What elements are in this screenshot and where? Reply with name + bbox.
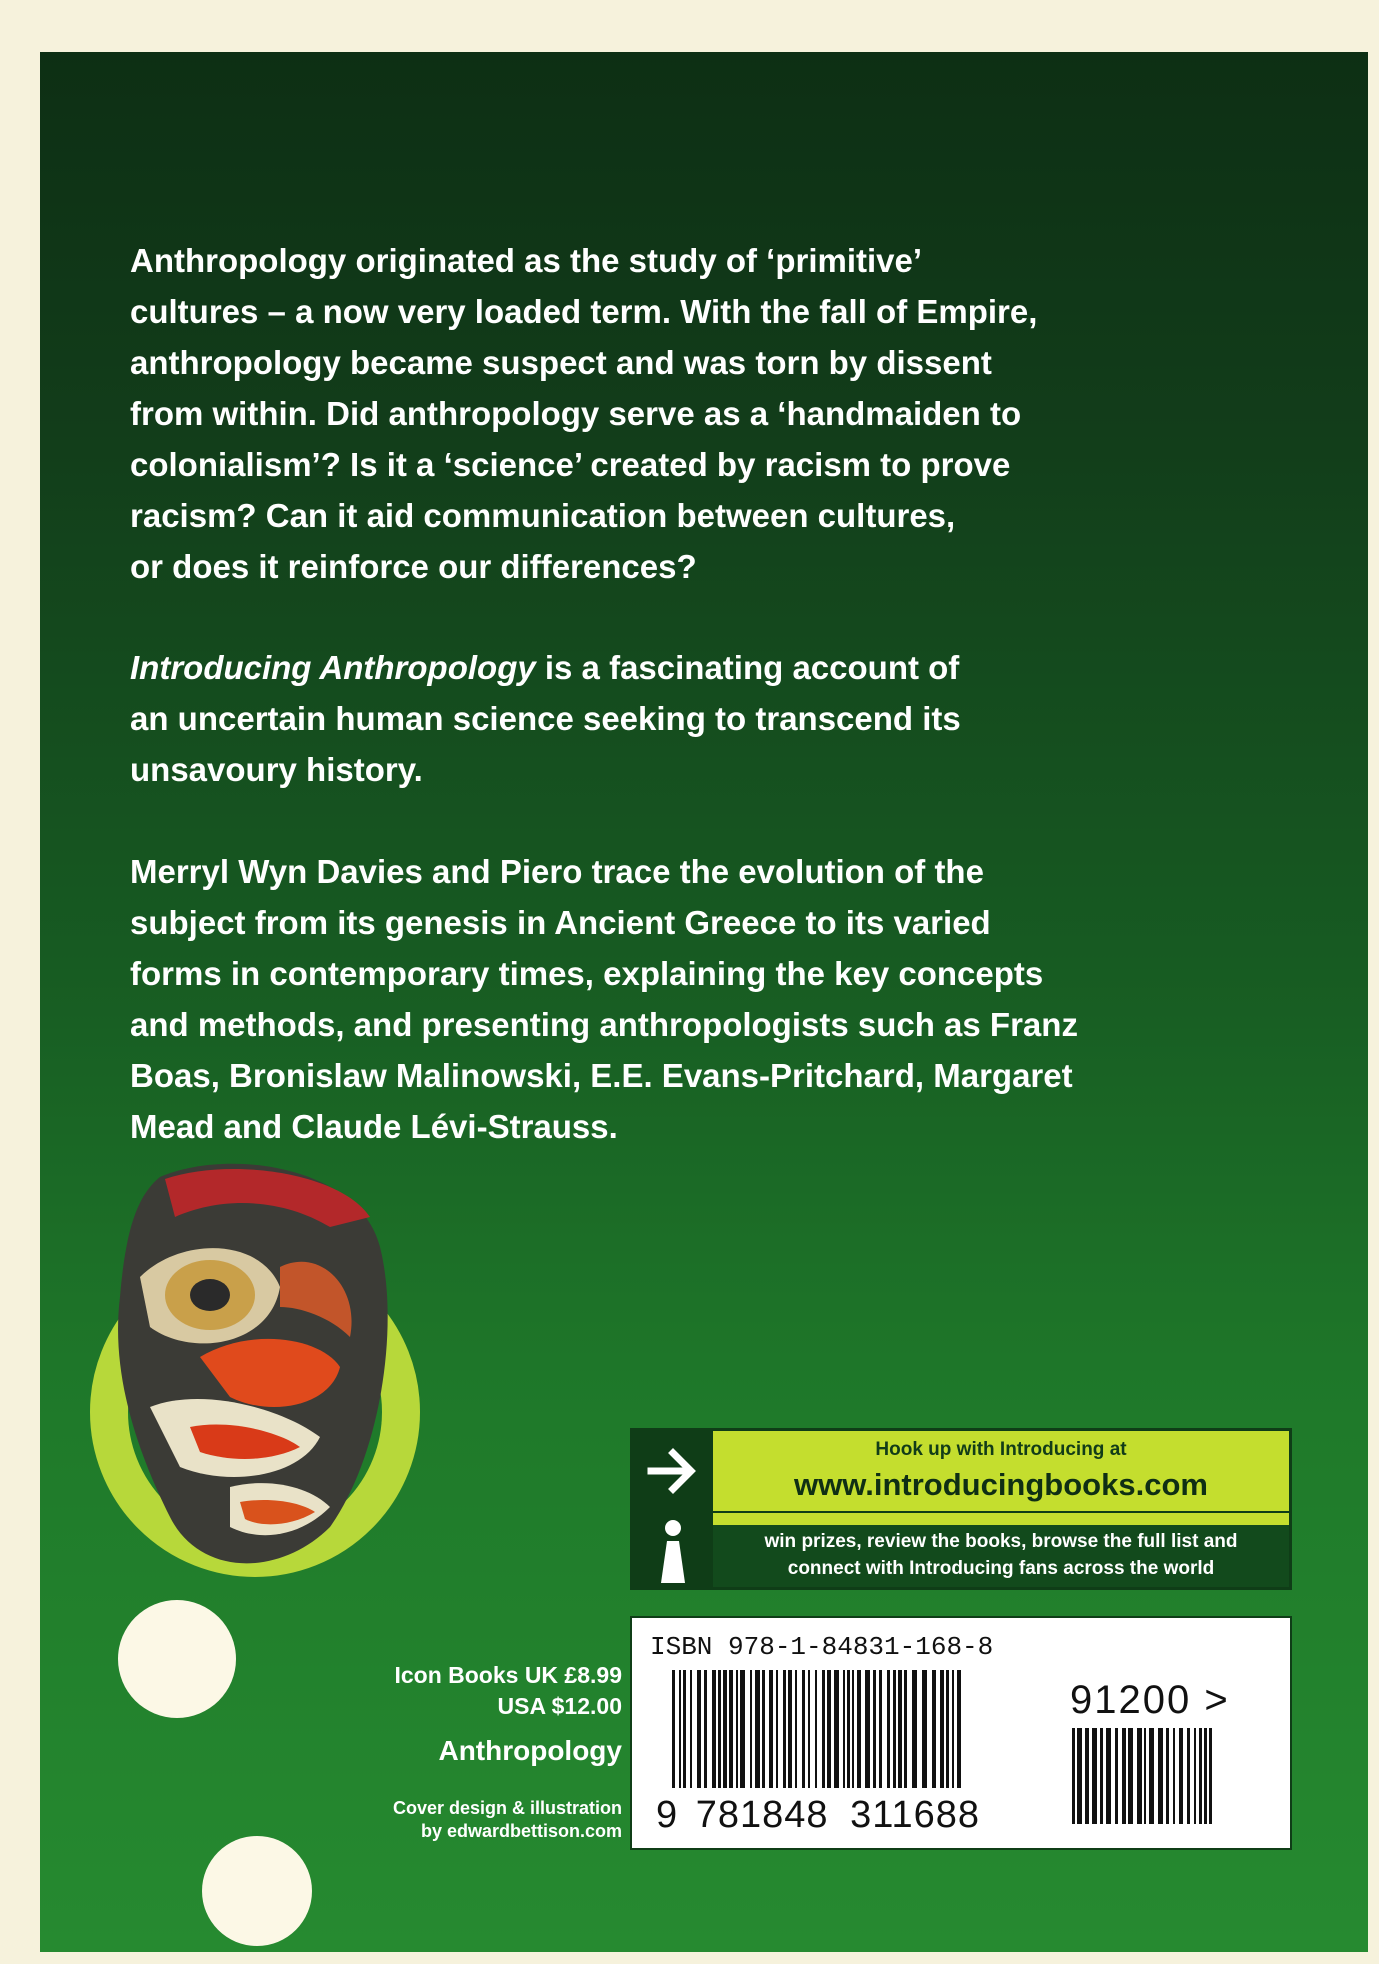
barcode-bar (898, 1670, 902, 1788)
ean-digits (656, 1794, 980, 1837)
price-code-digits: 91200 (1070, 1678, 1192, 1722)
promo-title: Hook up with Introducing at (875, 1439, 1127, 1460)
barcode-bar (1106, 1728, 1111, 1824)
cover-credit-line: by edwardbettison.com (420, 1821, 622, 1841)
barcode-bar (822, 1670, 825, 1788)
barcode-bar (847, 1670, 850, 1788)
totem-mask-icon (80, 1157, 470, 1597)
barcode-bar (1166, 1728, 1169, 1824)
promo-divider (633, 1511, 1289, 1513)
barcode-bar (887, 1670, 890, 1788)
barcode-bar (852, 1670, 854, 1788)
barcode-bar (683, 1670, 686, 1788)
barcode-bar (755, 1670, 760, 1788)
barcode-bar (834, 1670, 839, 1788)
barcode-bar (1149, 1728, 1154, 1824)
barcode-bar (873, 1670, 876, 1788)
blurb-line: colonialism’? Is it a ‘science’ created by racism to prove (130, 446, 1011, 483)
barcode-bar (788, 1670, 792, 1788)
barcode-bar (1128, 1728, 1133, 1824)
blurb-line: and methods, and presenting anthropologists such as Franz (130, 1006, 1078, 1043)
barcode-bar (1100, 1728, 1103, 1824)
ean-barcode (672, 1670, 962, 1800)
blurb-line: anthropology became suspect and was torn by dissent (130, 344, 992, 381)
website-promo-box (630, 1428, 1292, 1590)
barcode-bar (940, 1670, 944, 1788)
barcode-bar (723, 1670, 727, 1788)
barcode-bar (729, 1670, 733, 1788)
barcode-bar (1199, 1728, 1202, 1824)
barcode-bar (922, 1670, 927, 1788)
blurb-line: from within. Did anthropology serve as a ‘handmaiden to (130, 395, 1022, 432)
barcode-bar (1072, 1728, 1075, 1824)
barcode-bar (718, 1670, 721, 1788)
addon-barcode (1072, 1728, 1212, 1828)
blurb-line: Anthropology originated as the study of ‘primitive’ (130, 242, 923, 279)
barcode-bar (1122, 1728, 1126, 1824)
ean-group-right: 311688 (850, 1794, 981, 1836)
barcode-bar (957, 1670, 961, 1788)
cream-dot-decoration (202, 1836, 312, 1946)
barcode-bar (932, 1670, 936, 1788)
barcode-bar (1187, 1728, 1190, 1824)
barcode-bar (1144, 1728, 1146, 1824)
barcode-bar (1077, 1728, 1082, 1824)
barcode-bar (802, 1670, 805, 1788)
barcode-bar (712, 1670, 716, 1788)
barcode-bar (795, 1670, 797, 1788)
barcode-bar (912, 1670, 917, 1788)
barcode-bar (1173, 1728, 1175, 1824)
barcode-bar (736, 1670, 738, 1788)
blurb-line-rest: is a fascinating account of (535, 649, 960, 686)
barcode-bar (679, 1670, 681, 1788)
blurb-line: subject from its genesis in Ancient Greece to its varied (130, 904, 991, 941)
barcode-bar (1115, 1728, 1118, 1824)
blurb-line: Merryl Wyn Davies and Piero trace the evolution of the (130, 853, 984, 890)
barcode-bar (904, 1670, 907, 1788)
blurb-line: unsavoury history. (130, 751, 423, 788)
info-icon (655, 1519, 691, 1585)
barcode-bar (865, 1670, 870, 1788)
cream-dot-decoration (118, 1600, 236, 1718)
arrow-right-icon (643, 1441, 703, 1501)
barcode-bar (769, 1670, 773, 1788)
isbn-number: ISBN 978-1-84831-168-8 (650, 1632, 994, 1662)
blurb-line (130, 642, 1290, 693)
barcode-bar (827, 1670, 831, 1788)
blurb-line: cultures – a now very loaded term. With the fall of Empire, (130, 293, 1038, 330)
barcode-bar (783, 1670, 786, 1788)
barcode-bar (1179, 1728, 1183, 1824)
barcode-panel (630, 1616, 1292, 1850)
price-code (1070, 1678, 1230, 1723)
book-back-cover (40, 52, 1368, 1952)
ean-group-left: 781848 (695, 1794, 829, 1836)
barcode-bar (740, 1670, 745, 1788)
barcode-bar (1085, 1728, 1089, 1824)
blurb-line: or does it reinforce our differences? (130, 548, 697, 585)
barcode-bar (952, 1670, 954, 1788)
book-title-italic: Introducing Anthropology (130, 649, 536, 686)
barcode-bar (1158, 1728, 1163, 1824)
blurb-line: forms in contemporary times, explaining the key concepts (130, 955, 1044, 992)
barcode-bar (1194, 1728, 1196, 1824)
price-us: USA $12.00 (497, 1693, 622, 1719)
barcode-bar (893, 1670, 896, 1788)
ean-first-digit: 9 (656, 1794, 679, 1836)
price-code-arrow: > (1204, 1678, 1230, 1722)
cover-credit-line: Cover design & illustration (392, 1798, 622, 1818)
barcode-bar (762, 1670, 765, 1788)
blurb-paragraph-intro (130, 235, 1290, 592)
barcode-bar (704, 1670, 707, 1788)
mask-illustration (80, 1157, 470, 1597)
blurb-line: racism? Can it aid communication between cultures, (130, 497, 956, 534)
barcode-bar (857, 1670, 861, 1788)
price-uk: Icon Books UK £8.99 (394, 1662, 622, 1688)
barcode-bar (879, 1670, 882, 1788)
barcode-bar (1137, 1728, 1142, 1824)
barcode-bar (946, 1670, 949, 1788)
blurb-line: an uncertain human science seeking to transcend its (130, 700, 961, 737)
barcode-bar (1204, 1728, 1207, 1824)
promo-description (713, 1525, 1289, 1587)
promo-description-line: win prizes, review the books, browse the full list and (764, 1531, 1238, 1552)
barcode-bar (843, 1670, 845, 1788)
blurb-line: Boas, Bronislaw Malinowski, E.E. Evans-Pritchard, Margaret (130, 1057, 1073, 1094)
barcode-bar (808, 1670, 810, 1788)
barcode-bar (1209, 1728, 1212, 1824)
blurb-paragraph-summary (130, 642, 1290, 795)
blurb-paragraph-authors (130, 846, 1290, 1152)
website-link[interactable]: www.introducingbooks.com (794, 1467, 1208, 1502)
barcode-bar (672, 1670, 675, 1788)
barcode-bar (776, 1670, 778, 1788)
subject-category: Anthropology (438, 1735, 622, 1766)
barcode-bar (690, 1670, 692, 1788)
barcode-bar (750, 1670, 752, 1788)
barcode-bar (697, 1670, 701, 1788)
barcode-bar (1092, 1728, 1097, 1824)
barcode-bar (815, 1670, 817, 1788)
blurb-line: Mead and Claude Lévi-Strauss. (130, 1108, 618, 1145)
promo-description-line: connect with Introducing fans across the world (787, 1558, 1215, 1579)
